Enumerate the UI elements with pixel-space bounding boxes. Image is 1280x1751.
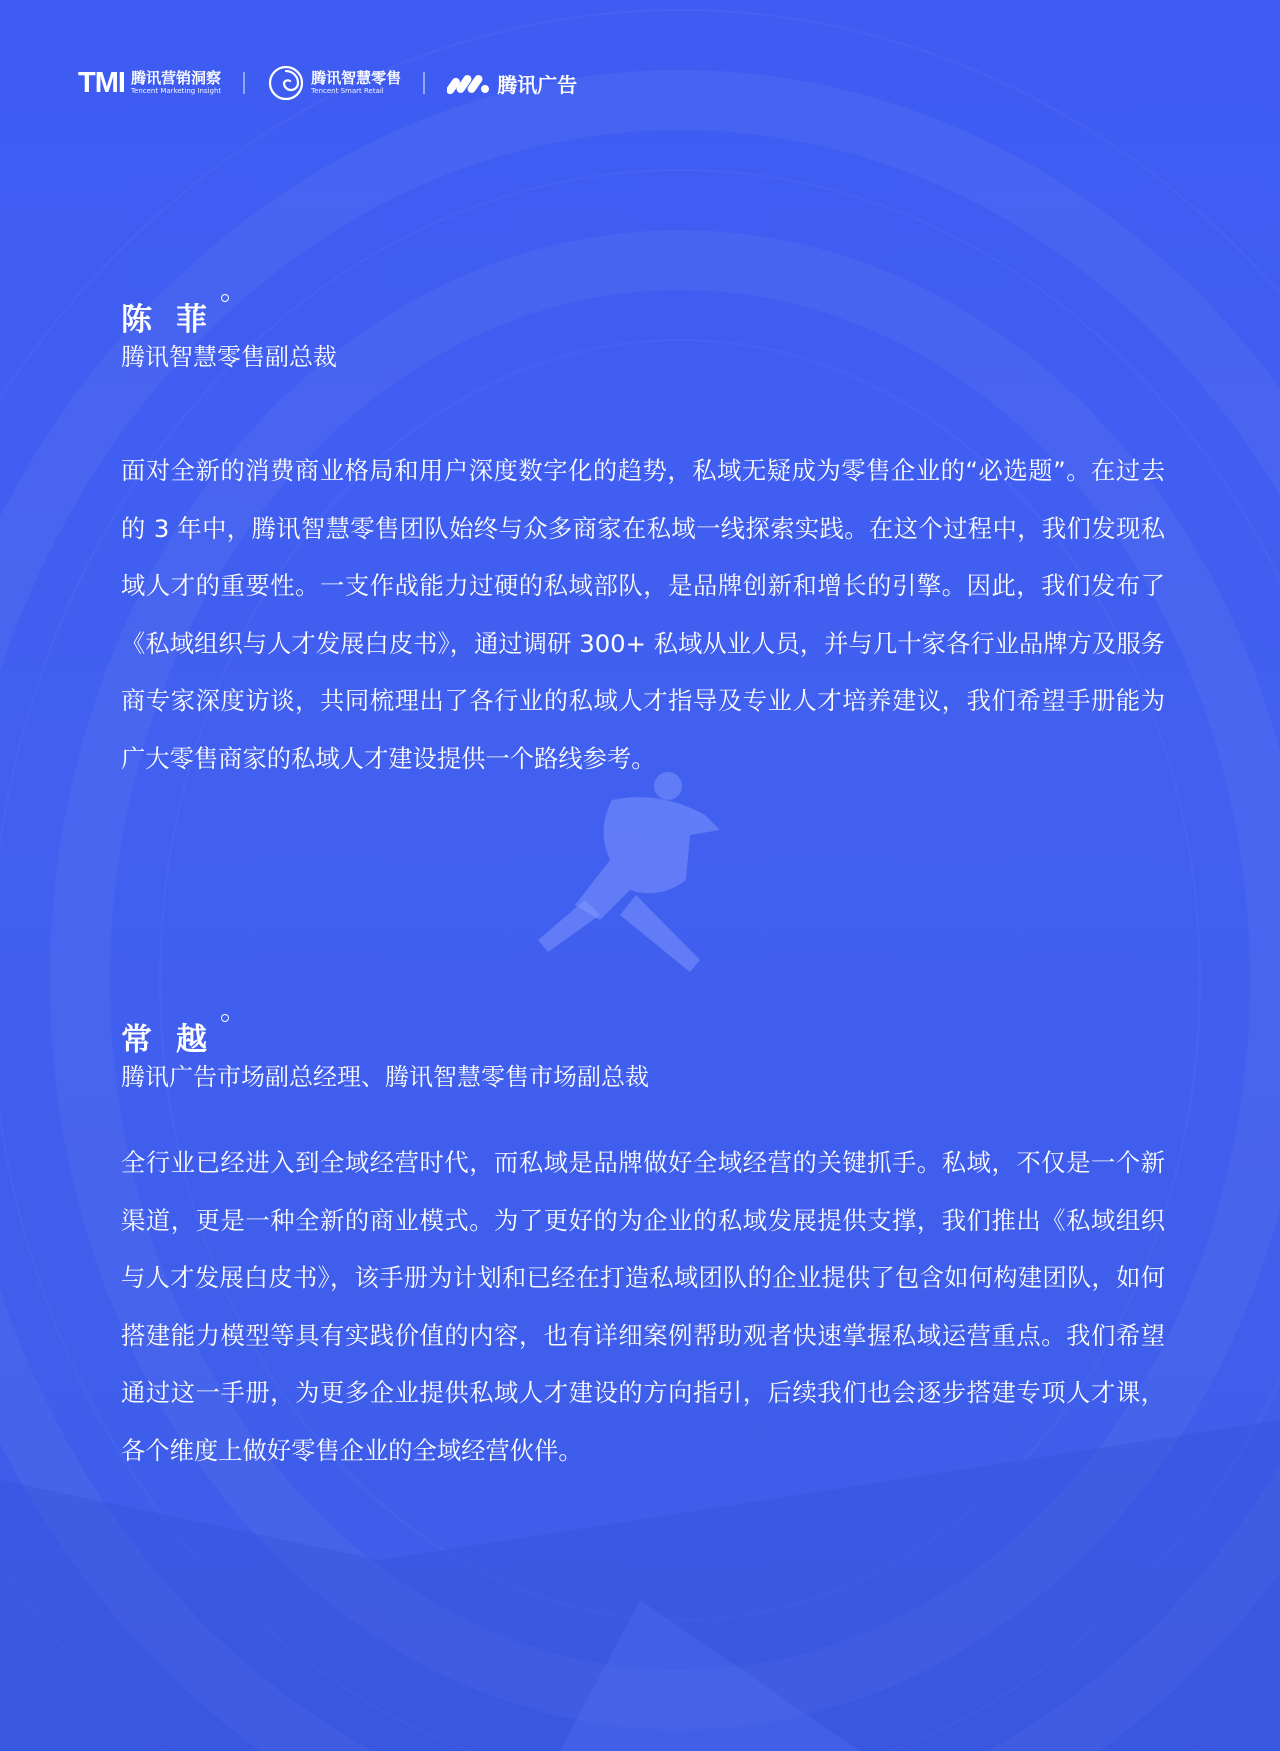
runner-silhouette-icon [538, 772, 720, 972]
speaker-name [121, 300, 231, 340]
speaker-title: 腾讯智慧零售副总裁 [121, 343, 337, 371]
name-circle-mark [221, 1014, 229, 1022]
speaker-statement: 面对全新的消费商业格局和用户深度数字化的趋势，私域无疑成为零售企业的“必选题”。在过去的 3 年中，腾讯智慧零售团队始终与众多商家在私域一线探索实践。在这个过程中，我们发现私域人才的重要性。一支作战能力过硬的私域部队，是品牌创新和增长的引擎。因此，我们发布了《私域组织与人才发展白皮书》，通过调研 300+ 私域从业人员，并与几十家各行业品牌方及服务商专家深度访谈，共同梳理出了各行业的私域人才指导及专业人才培养建议，我们希望手册能为广大零售商家的私域人才建设提供一个路线参考。 [121, 456, 1165, 773]
section-chang-yue [121, 1020, 1165, 1479]
header-logos [78, 60, 577, 106]
speaker-name [121, 1020, 231, 1060]
tmi-logo-mark: TMI [78, 66, 125, 99]
speaker-statement: 全行业已经进入到全域经营时代，而私域是品牌做好全域经营的关键抓手。私域，不仅是一个新渠道，更是一种全新的商业模式。为了更好的为企业的私域发展提供支撑，我们推出《私域组织与人才发展白皮书》，该手册为计划和已经在打造私域团队的企业提供了包含如何构建团队，如何搭建能力模型等具有实践价值的内容，也有详细案例帮助观者快速掌握私域运营重点。我们希望通过这一手册，为更多企业提供私域人才建设的方向指引，后续我们也会逐步搭建专项人才课，各个维度上做好零售企业的全域经营伙伴。 [121, 1148, 1165, 1465]
tmi-logo-english: Tencent Marketing Insight [130, 87, 222, 95]
smart-retail-logo-english: Tencent Smart Retail [311, 87, 384, 95]
speaker-title: 腾讯广告市场副总经理、腾讯智慧零售市场副总裁 [121, 1063, 649, 1091]
tencent-ads-logo [447, 69, 577, 98]
name-circle-mark [221, 294, 229, 302]
logo-divider [243, 72, 245, 94]
tmi-logo [78, 66, 222, 99]
tencent-ads-mark-icon [447, 71, 491, 95]
speaker-name-text: 常越 [121, 1022, 231, 1058]
tmi-logo-name: 腾讯营销洞察 [130, 69, 221, 87]
logo-divider [423, 72, 425, 94]
swirl-icon [267, 64, 305, 102]
section-chen-fei [121, 300, 1165, 787]
tencent-ads-logo-name: 腾讯广告 [497, 72, 578, 97]
speaker-name-text: 陈菲 [121, 302, 231, 338]
smart-retail-logo-name: 腾讯智慧零售 [311, 69, 402, 87]
smart-retail-logo [267, 64, 401, 102]
